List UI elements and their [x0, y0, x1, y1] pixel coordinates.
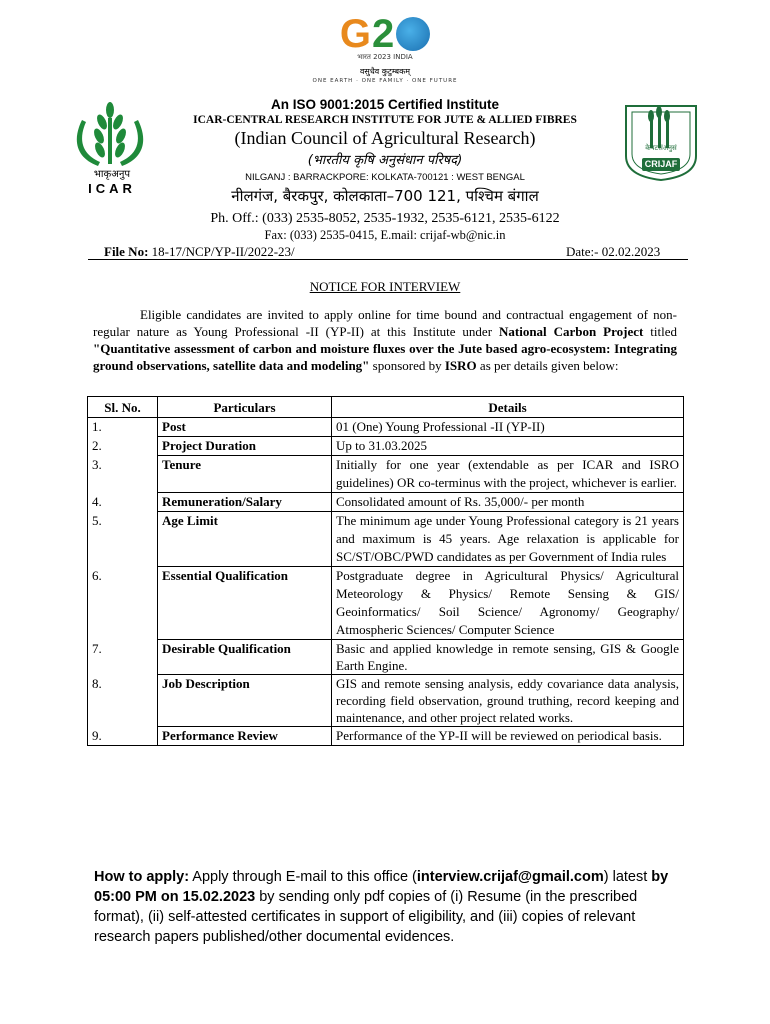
- table-row: 9. Performance Review Performance of the YP-II will be reviewed on periodical basis.: [88, 727, 684, 746]
- globe-icon: [396, 17, 430, 51]
- address-hindi: नीलगंज, बैरकपुर, कोलकाता–700 121, पश्चिम बंगाल: [231, 187, 539, 205]
- table-row: 4. Remuneration/Salary Consolidated amount of Rs. 35,000/- per month: [88, 493, 684, 512]
- phone-numbers: Ph. Off.: (033) 2535-8052, 2535-1932, 2535-6121, 2535-6122: [210, 211, 560, 226]
- fax-email: Fax: (033) 2535-0415, E.mail: crijaf-wb@nic.in: [264, 228, 506, 242]
- header-divider: [88, 259, 688, 260]
- table-row: 5. Age Limit The minimum age under Young Professional category is 21 years and maximum is 45 years. Age relaxation is applicable for SC/ST/OBC/PWD candidates as per Government of India rules: [88, 512, 684, 567]
- apply-email-link[interactable]: interview.crijaf@gmail.com: [416, 869, 604, 885]
- crijaf-seal: [620, 100, 702, 184]
- g20-motto-hindi: वसुधैव कुटुम्बकम्: [359, 67, 411, 76]
- g20-logo: [310, 12, 460, 87]
- g20-subtitle: भारत 2023 INDIA: [357, 53, 413, 61]
- notice-date: Date:- 02.02.2023: [566, 244, 661, 259]
- table-row: 3. Tenure Initially for one year (extendable as per ICAR and ISRO guidelines) OR co-terminus with the project, whichever is earlier.: [88, 456, 684, 493]
- institute-name: ICAR-CENTRAL RESEARCH INSTITUTE FOR JUTE & ALLIED FIBRES: [193, 114, 577, 126]
- crijaf-hindi-label: केपटसंअनुसं: [645, 144, 677, 152]
- header-particulars: Particulars: [158, 397, 332, 418]
- address: NILGANJ : BARRACKPORE: KOLKATA-700121 : WEST BENGAL: [245, 172, 525, 183]
- g20-wordmark: G2: [310, 12, 460, 56]
- crijaf-label: CRIJAF: [644, 159, 678, 169]
- icar-hindi-label: भाकृअनुप: [93, 169, 131, 180]
- g20-motto: ONE EARTH · ONE FAMILY · ONE FUTURE: [312, 78, 458, 84]
- header-details: Details: [332, 397, 684, 418]
- icar-label: ICAR: [88, 181, 136, 196]
- council-name-hindi: (भारतीय कृषि अनुसंधान परिषद): [307, 153, 463, 168]
- table-row: 6. Essential Qualification Postgraduate degree in Agricultural Physics/ Agricultural Meteorology & Physics/ Remote Sensing & GIS/ Geoinformatics/ Soil Science/ Agronomy/ Geography/ Atmospheric Sciences/ Computer Science: [88, 567, 684, 640]
- notice-title: NOTICE FOR INTERVIEW: [309, 279, 461, 294]
- file-number: File No: 18-17/NCP/YP-II/2022-23/: [104, 244, 295, 259]
- crijaf-seal-icon: [620, 100, 702, 184]
- header-sl-no: Sl. No.: [88, 397, 158, 418]
- table-row: 7. Desirable Qualification Basic and applied knowledge in remote sensing, GIS & Google Earth Engine.: [88, 640, 684, 675]
- how-to-apply: How to apply: Apply through E-mail to this office (interview.crijaf@gmail.com) latest by 05:00 PM on 15.02.2023 by sending only pdf copies of (i) Resume (in the prescribed format), (ii) self-attested certificates in support of eligibility, and (iii) copies of relevant research papers published/other documental evidences.: [94, 869, 669, 945]
- table-row: 8. Job Description GIS and remote sensing analysis, eddy covariance data analysis, recording field observation, ground truthing, record keeping and maintenance, and other project related works.: [88, 675, 684, 727]
- details-table: [87, 396, 684, 746]
- council-name: (Indian Council of Agricultural Research): [234, 128, 536, 148]
- notice-intro: Eligible candidates are invited to apply online for time bound and contractual engagement of non-regular nature as Young Professional -II (YP-II) at this Institute under National Carbon Project titled "Quantitative assessment of carbon and moisture fluxes over the Jute based agro-ecosystem: Integrating ground observations, satellite data and modeling" sponsored by ISRO as per details given below:: [93, 307, 678, 373]
- table-header-row: [88, 397, 684, 418]
- table-row: 1. Post 01 (One) Young Professional -II (YP-II): [88, 418, 684, 437]
- iso-certification: An ISO 9001:2015 Certified Institute: [270, 97, 500, 112]
- table-row: 2. Project Duration Up to 31.03.2025: [88, 437, 684, 456]
